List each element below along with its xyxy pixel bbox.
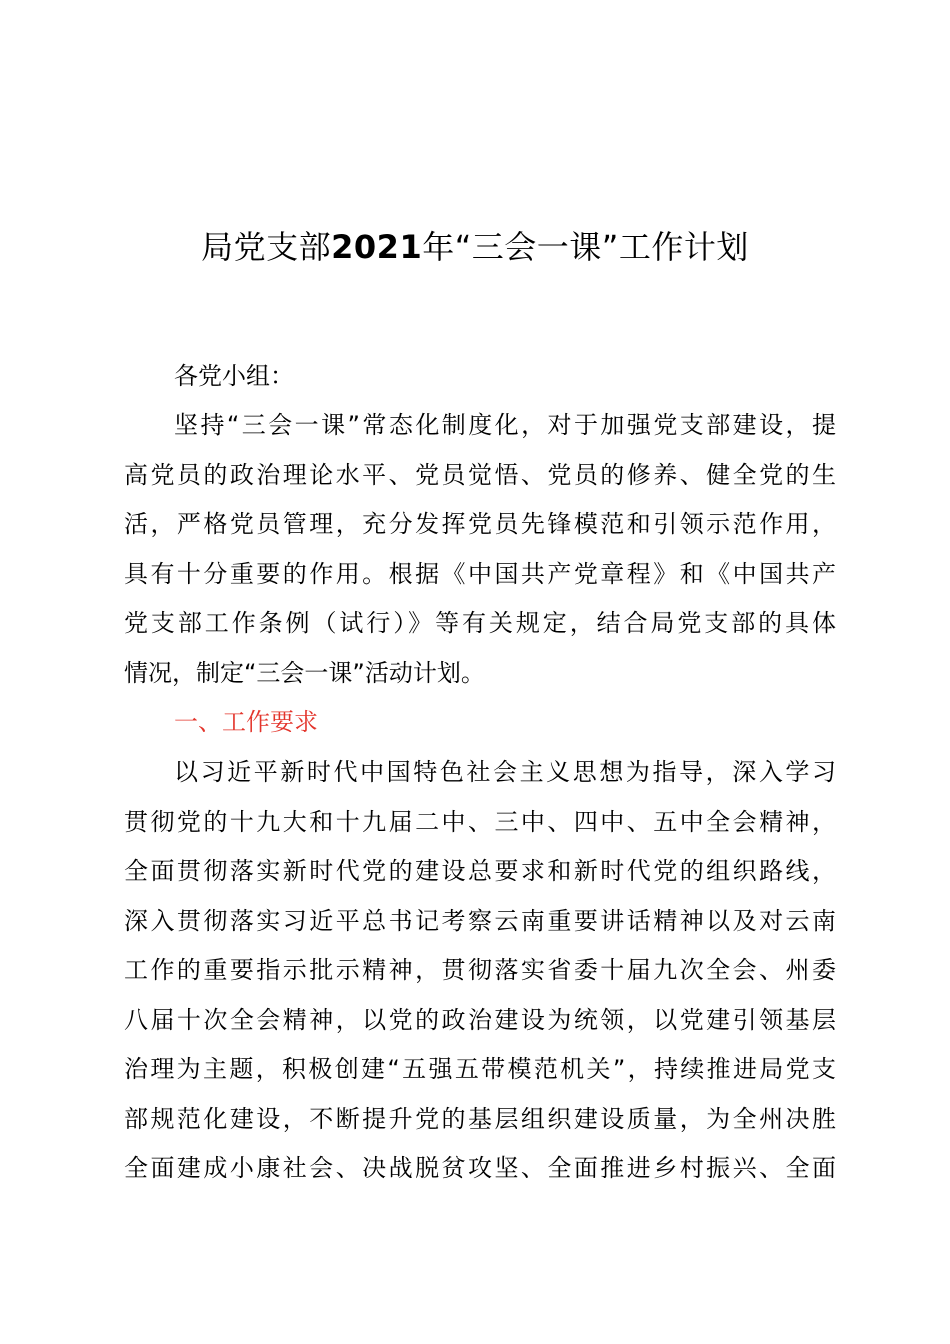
paragraph-line: 治理为主题，积极创建“五强五带模范机关”，持续推进局党支 <box>124 1055 836 1083</box>
paragraph-line: 以习近平新时代中国特色社会主义思想为指导，深入学习 <box>174 758 836 786</box>
paragraph-line: 工作的重要指示批示精神，贯彻落实省委十届九次全会、州委 <box>124 956 836 984</box>
section-heading-text: 一、工作要求 <box>174 708 318 736</box>
paragraph-line: 情况，制定“三会一课”活动计划。 <box>124 658 485 687</box>
paragraph-line: 活，严格党员管理，充分发挥党员先锋模范和引领示范作用， <box>124 510 836 538</box>
paragraph-line: 部规范化建设，不断提升党的基层组织建设质量，为全州决胜 <box>124 1104 836 1133</box>
paragraph-line: 贯彻党的十九大和十九届二中、三中、四中、五中全会精神， <box>124 807 836 836</box>
title-suffix: 年“三会一课”工作计划 <box>422 228 749 266</box>
greeting-text: 各党小组： <box>174 362 294 390</box>
paragraph-line: 高党员的政治理论水平、党员觉悟、党员的修养、健全党的生 <box>124 460 836 489</box>
paragraph-line: 深入贯彻落实习近平总书记考察云南重要讲话精神以及对云南 <box>124 906 836 935</box>
paragraph-line: 全面建成小康社会、决战脱贫攻坚、全面推进乡村振兴、全面 <box>124 1154 836 1182</box>
paragraph-line: 全面贯彻落实新时代党的建设总要求和新时代党的组织路线， <box>124 857 836 885</box>
document-title <box>0 222 950 272</box>
work-requirements-paragraph <box>124 748 836 1194</box>
paragraph-line: 党支部工作条例（试行）》等有关规定，结合局党支部的具体 <box>124 609 836 637</box>
paragraph-line: 具有十分重要的作用。根据《中国共产党章程》和《中国共产 <box>124 559 836 588</box>
paragraph-line: 坚持“三会一课”常态化制度化，对于加强党支部建设，提 <box>174 411 836 439</box>
intro-paragraph <box>124 401 836 698</box>
title-year: 2021 <box>331 228 423 266</box>
greeting <box>124 352 836 402</box>
section-heading-work-requirements <box>124 698 836 748</box>
title-prefix: 局党支部 <box>201 228 332 266</box>
paragraph-line: 八届十次全会精神，以党的政治建设为统领，以党建引领基层 <box>124 1005 836 1034</box>
